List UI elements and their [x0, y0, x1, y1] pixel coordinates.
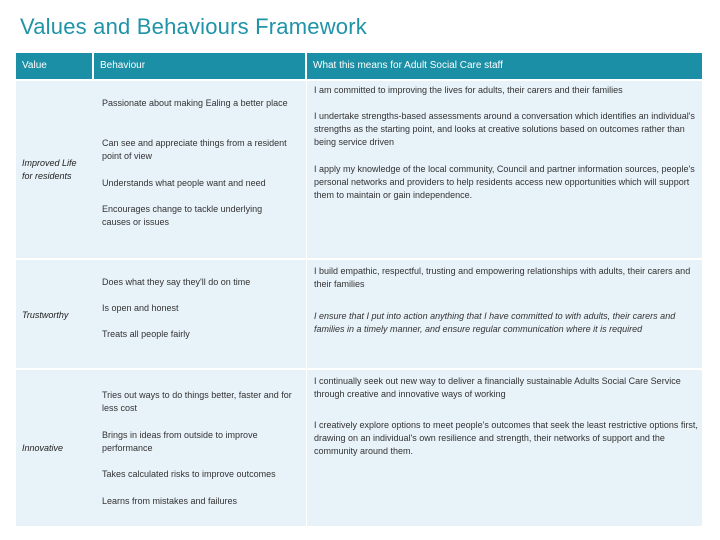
meaning-item: I apply my knowledge of the local community, Council and partner information sources, people's personal networks and providers to help residents access new opportunities which will support them to maintain or gain independence. — [314, 164, 695, 200]
meaning-item: I undertake strengths-based assessments around a conversation which identifies an individual's strengths as the starting point, and looks at creative solutions based on outcomes rather than being service driven — [314, 111, 695, 147]
behaviour-item: Can see and appreciate things from a resident point of view — [102, 138, 287, 161]
meaning-item: I build empathic, respectful, trusting and empowering relationships with adults, their carers and their families — [314, 266, 691, 289]
meaning-item: I am committed to improving the lives for adults, their carers and their families — [314, 85, 623, 95]
meaning-item: I ensure that I put into action anything that I have committed to with adults, their carers and families in a timely manner, and ensure regular communication where it is required — [314, 311, 676, 334]
behaviour-item: Takes calculated risks to improve outcomes — [102, 469, 276, 479]
header-meaning: What this means for Adult Social Care staff — [307, 53, 702, 79]
meaning-item: I creatively explore options to meet people's outcomes that seek the least restrictive options first, drawing on an individual's own resilience and strength, their networks of support and the community around them. — [314, 420, 698, 456]
value-innovative: Innovative — [22, 443, 64, 453]
behaviour-item: Tries out ways to do things better, faster and for less cost — [102, 390, 292, 413]
behaviour-item: Encourages change to tackle underlying causes or issues — [102, 204, 263, 227]
behaviour-item: Is open and honest — [102, 303, 179, 313]
page-title: Values and Behaviours Framework — [20, 14, 367, 39]
header-behaviour: Behaviour — [94, 53, 305, 79]
column-divider — [306, 81, 307, 526]
behaviour-item: Understands what people want and need — [102, 178, 266, 188]
behaviour-item: Brings in ideas from outside to improve performance — [102, 430, 258, 453]
value-trustworthy: Trustworthy — [22, 310, 69, 320]
behaviour-item: Passionate about making Ealing a better place — [102, 98, 288, 108]
header-value: Value — [16, 53, 92, 79]
behaviour-item: Treats all people fairly — [102, 329, 190, 339]
behaviour-item: Does what they say they'll do on time — [102, 277, 251, 287]
meaning-item: I continually seek out new way to deliver a financially sustainable Adults Social Care Service through creative and innovative ways of working — [314, 376, 681, 399]
value-improved-life: Improved Life for residents — [22, 158, 77, 181]
behaviour-item: Learns from mistakes and failures — [102, 496, 238, 506]
